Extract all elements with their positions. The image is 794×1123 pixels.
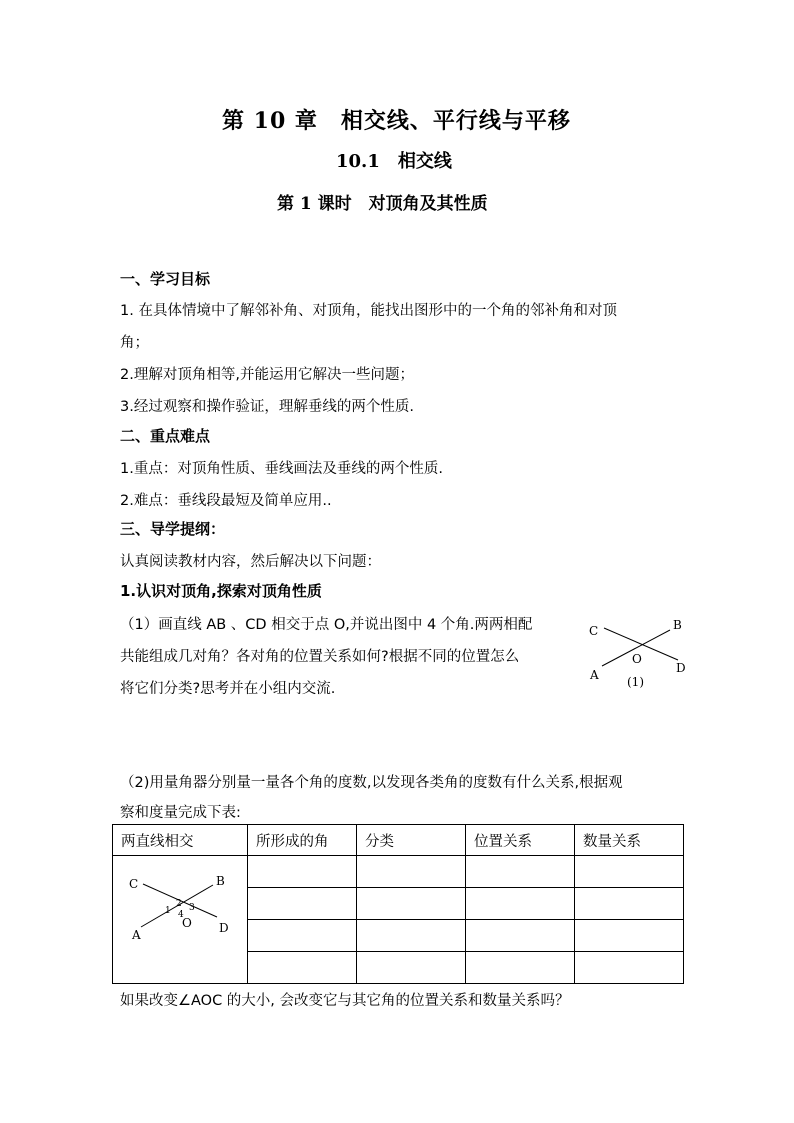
lesson-title: 第 1 课时 对顶角及其性质 xyxy=(277,194,488,214)
table-intersecting-lines-figure xyxy=(113,857,247,983)
label-c: C xyxy=(589,624,599,638)
guide-heading: 三、导学提纲： xyxy=(120,520,226,538)
table-label-a: A xyxy=(132,927,141,942)
table-cell[interactable] xyxy=(248,856,357,888)
table-cell[interactable] xyxy=(357,952,466,984)
label-a: A xyxy=(590,668,599,682)
table-label-d: D xyxy=(219,920,229,935)
table-header-row xyxy=(113,825,684,856)
table-cell[interactable] xyxy=(575,920,684,952)
table-cell[interactable] xyxy=(466,952,575,984)
objective-3: 3.经过观察和操作验证，理解垂线的两个性质. xyxy=(120,399,414,415)
intersecting-lines-figure xyxy=(580,610,700,695)
table-cell[interactable] xyxy=(248,952,357,984)
table-row xyxy=(113,856,684,888)
objectives-heading: 一、学习目标 xyxy=(120,270,211,288)
table-label-o: O xyxy=(182,915,192,930)
chapter-title: 第 10 章 相交线、平行线与平移 xyxy=(222,108,571,134)
table-cell[interactable] xyxy=(575,856,684,888)
angle-4-label: 4 xyxy=(178,909,184,920)
question-1-line1: （1）画直线 AB 、CD 相交于点 O,并说出图中 4 个角.两两相配 xyxy=(120,617,533,633)
angle-2-label: 2 xyxy=(176,898,182,909)
guide-intro: 认真阅读教材内容，然后解决以下问题： xyxy=(120,554,381,570)
question-2-line2: 察和度量完成下表: xyxy=(120,805,241,821)
table-figure-cell xyxy=(113,856,248,984)
closing-question: 如果改变∠AOC 的大小, 会改变它与其它角的位置关系和数量关系吗？ xyxy=(120,993,570,1009)
figure-caption: (1) xyxy=(627,675,644,689)
table-cell[interactable] xyxy=(466,856,575,888)
question-2-line1: （2)用量角器分别量一量各个角的度数,以发现各类角的度数有什么关系,根据观 xyxy=(120,775,623,791)
table-header: 分类 xyxy=(357,825,466,856)
table-cell[interactable] xyxy=(466,920,575,952)
question-1-line3: 将它们分类?思考并在小组内交流. xyxy=(120,681,336,697)
table-cell[interactable] xyxy=(575,888,684,920)
table-cell[interactable] xyxy=(248,920,357,952)
table-header: 数量关系 xyxy=(575,825,684,856)
table-header: 位置关系 xyxy=(466,825,575,856)
objective-1-line1: 1. 在具体情境中了解邻补角、对顶角，能找出图形中的一个角的邻补角和对顶 xyxy=(120,303,617,319)
table-cell[interactable] xyxy=(466,888,575,920)
angle-table xyxy=(112,824,684,984)
table-label-b: B xyxy=(216,873,225,888)
guide-subheading: 1.认识对顶角,探索对顶角性质 xyxy=(120,582,322,600)
table-cell[interactable] xyxy=(357,920,466,952)
objective-2: 2.理解对顶角相等,并能运用它解决一些问题； xyxy=(120,367,414,383)
label-o: O xyxy=(632,652,642,666)
table-header: 两直线相交 xyxy=(113,825,248,856)
table-cell[interactable] xyxy=(357,888,466,920)
section-title: 10.1 相交线 xyxy=(336,151,452,172)
keypoints-heading: 二、重点难点 xyxy=(120,427,211,445)
table-label-c: C xyxy=(129,876,139,891)
keypoint-1: 1.重点：对顶角性质、垂线画法及垂线的两个性质. xyxy=(120,461,443,477)
keypoint-2: 2.难点：垂线段最短及简单应用.. xyxy=(120,493,332,509)
angle-3-label: 3 xyxy=(189,902,195,913)
question-1-line2: 共能组成几对角？各对角的位置关系如何?根据不同的位置怎么 xyxy=(120,649,520,665)
label-b: B xyxy=(673,618,682,632)
table-cell[interactable] xyxy=(248,888,357,920)
objective-1-line2: 角； xyxy=(120,335,149,351)
label-d: D xyxy=(676,661,686,675)
table-header: 所形成的角 xyxy=(248,825,357,856)
angle-1-label: 1 xyxy=(165,905,171,916)
table-cell[interactable] xyxy=(575,952,684,984)
table-cell[interactable] xyxy=(357,856,466,888)
